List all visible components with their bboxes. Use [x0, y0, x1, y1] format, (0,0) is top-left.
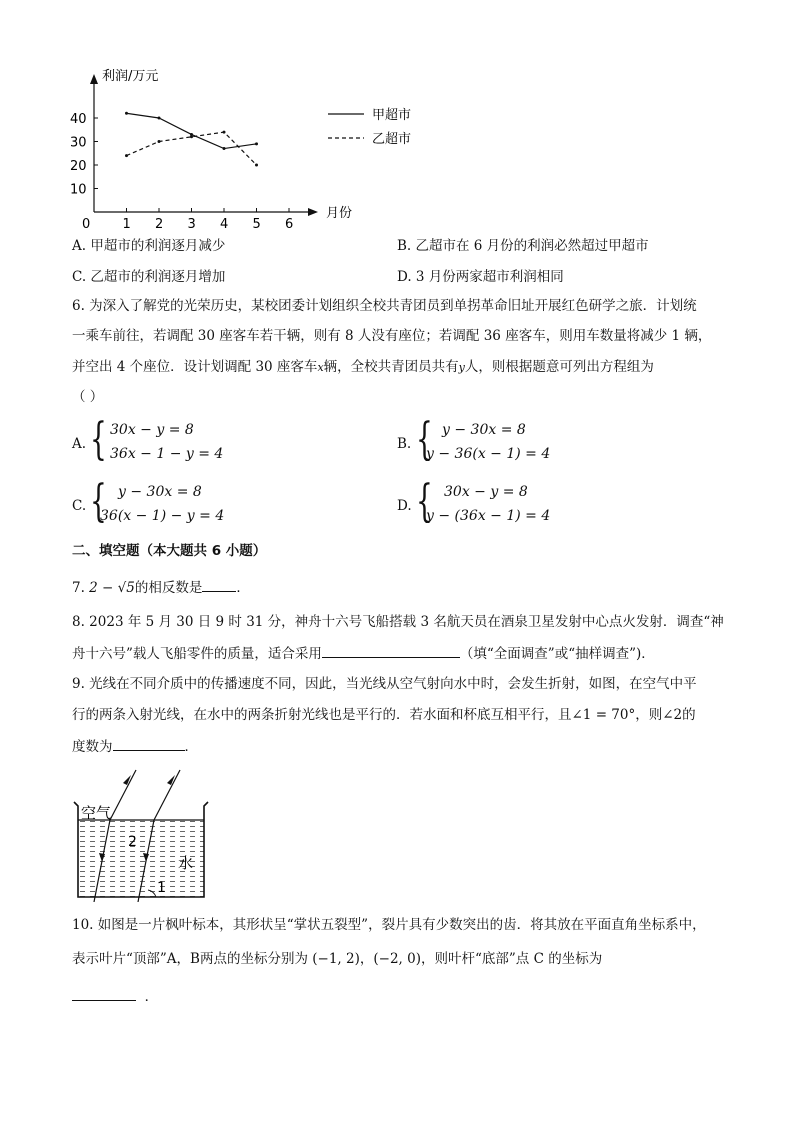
arrow-icon	[123, 775, 131, 785]
series-2-point	[223, 131, 226, 134]
q6-option-a-eq1: 30x − y = 8	[110, 422, 194, 438]
q5-option-d: D. 3 月份两家超市利润相同	[397, 269, 564, 285]
q6-option-d-system	[416, 476, 596, 528]
q6-line-3-part-c: 人，则根据题意可列出方程组为	[464, 359, 654, 375]
q6-option-a-eq2: 36x − 1 − y = 4	[110, 446, 224, 462]
q8-line-2-part-b: （填“全面调查”或“抽样调查”)．	[459, 646, 655, 662]
q6-answer-paren: （ ）	[72, 389, 104, 405]
q6-option-a-system	[90, 414, 250, 466]
x-tick-label: 4	[220, 217, 229, 230]
q7-end: ．	[236, 580, 250, 596]
q6-var-y: y	[458, 361, 465, 374]
q9-line-3	[72, 736, 198, 757]
refraction-figure	[70, 764, 220, 902]
q6-option-d-eq2: y − (36x − 1) = 4	[426, 508, 551, 524]
q5-option-c: C. 乙超市的利润逐月增加	[72, 269, 226, 285]
q10-line-3	[72, 986, 158, 1007]
q6-line-3-part-a: 并空出 4 个座位．设计划调配 30 座客车	[72, 359, 318, 375]
angle-1-label: 1	[157, 880, 166, 896]
q7-expression: 2 − √5	[89, 580, 135, 596]
incident-ray-right	[154, 770, 180, 820]
q7-line	[72, 577, 250, 598]
x-tick-label: 2	[155, 217, 164, 230]
q6-line-1: 6. 为深入了解党的光荣历史，某校团委计划组织全校共青团员到单拐革命旧址开展红色研学之旅．计划统	[72, 298, 697, 314]
arrow-icon	[167, 775, 175, 785]
q9-answer-blank[interactable]	[113, 736, 185, 751]
y-axis-arrow-icon	[90, 74, 98, 84]
brace-icon: {	[416, 414, 433, 465]
q5-option-a: A. 甲超市的利润逐月减少	[72, 238, 226, 254]
q6-option-c-label: C.	[72, 498, 87, 514]
series-1-point	[158, 117, 161, 120]
y-axis-label: 利润/万元	[102, 69, 159, 84]
q8-answer-blank[interactable]	[322, 643, 460, 658]
series-line-1	[127, 113, 257, 148]
q8-line-2	[72, 643, 655, 664]
series-1-point	[223, 147, 226, 150]
q10-line-1: 10. 如图是一片枫叶标本，其形状呈“掌状五裂型”，裂片具有少数突出的齿．将其放在平面直角坐标系中，	[72, 917, 706, 933]
x-tick-label: 3	[187, 217, 196, 230]
x-axis-arrow-icon	[308, 208, 318, 216]
q10-end: ．	[144, 989, 159, 1005]
q5-option-b: B. 乙超市在 6 月份的利润必然超过甲超市	[397, 238, 649, 254]
series-2-point	[190, 135, 193, 138]
q9-line-3-part-a: 度数为	[72, 739, 113, 755]
q6-line-3-part-b: 辆，全校共青团员共有	[323, 359, 459, 375]
series-2-point	[125, 154, 128, 157]
q9-line-2: 行的两条入射光线，在水中的两条折射光线也是平行的．若水面和杯底互相平行，且∠1 = 70°，则∠2的	[72, 707, 696, 723]
y-tick-label: 40	[70, 112, 87, 127]
q6-option-b-label: B.	[397, 436, 412, 452]
x-tick-label: 6	[285, 217, 294, 230]
q6-option-b-system	[416, 414, 596, 466]
y-tick-label: 20	[70, 159, 87, 174]
series-1-point	[255, 142, 258, 145]
y-tick-label: 30	[70, 135, 87, 151]
q6-option-b-eq1: y − 30x = 8	[442, 422, 526, 438]
section-2-title: 二、填空题（本大题共 6 小题）	[72, 543, 267, 559]
q6-option-c-eq2: 36(x − 1) − y = 4	[100, 508, 225, 524]
series-2-point	[255, 164, 258, 167]
x-axis-label: 月份	[326, 206, 353, 221]
q6-option-d-eq1: 30x − y = 8	[444, 484, 528, 500]
q10-answer-blank[interactable]	[72, 986, 136, 1001]
q6-option-b-eq2: y − 36(x − 1) = 4	[426, 446, 551, 462]
q6-var-x: x	[317, 361, 324, 374]
q7-answer-blank[interactable]	[202, 577, 236, 592]
q7-text: 的相反数是	[134, 580, 203, 596]
brace-icon: {	[90, 414, 107, 465]
y-tick-label: 10	[70, 182, 87, 198]
q9-line-1: 9. 光线在不同介质中的传播速度不同，因此，当光线从空气射向水中时，会发生折射，如图，在空气中平	[72, 676, 697, 692]
series-2-point	[158, 140, 161, 143]
q6-option-d-label: D.	[397, 498, 412, 514]
q7-number: 7.	[72, 580, 90, 596]
q8-line-1: 8. 2023 年 5 月 30 日 9 时 31 分，神舟十六号飞船搭载 3 名航天员在酒泉卫星发射中心点火发射．调查“神	[72, 614, 724, 630]
air-label: 空气	[81, 804, 112, 822]
q8-line-2-part-a: 舟十六号”载人飞船零件的质量，适合采用	[72, 646, 322, 662]
legend-label-1: 甲超市	[372, 108, 412, 123]
q6-line-3	[72, 357, 654, 378]
profit-line-chart	[70, 60, 450, 230]
q6-option-c-system	[90, 476, 270, 528]
brace-icon: {	[416, 476, 433, 527]
x-tick-label: 5	[252, 217, 261, 230]
x-tick-label: 1	[122, 217, 131, 230]
series-1-point	[125, 112, 128, 115]
brace-icon: {	[90, 476, 107, 527]
q9-line-3-part-b: ．	[184, 739, 198, 755]
origin-label: 0	[82, 217, 91, 230]
angle-2-label: 2	[128, 834, 137, 850]
q6-option-c-eq1: y − 30x = 8	[118, 484, 202, 500]
water-label: 水	[178, 854, 194, 872]
legend-label-2: 乙超市	[372, 132, 412, 147]
q10-line-2: 表示叶片“顶部”A，B两点的坐标分别为 (−1, 2)，(−2, 0)，则叶杆“底部”点 C 的坐标为	[72, 951, 603, 967]
q6-option-a-label: A.	[72, 436, 87, 452]
q6-line-2: 一乘车前往，若调配 30 座客车若干辆，则有 8 人没有座位；若调配 36 座客车，则用车数量将减少 1 辆，	[72, 328, 712, 344]
incident-ray-left	[110, 770, 136, 820]
